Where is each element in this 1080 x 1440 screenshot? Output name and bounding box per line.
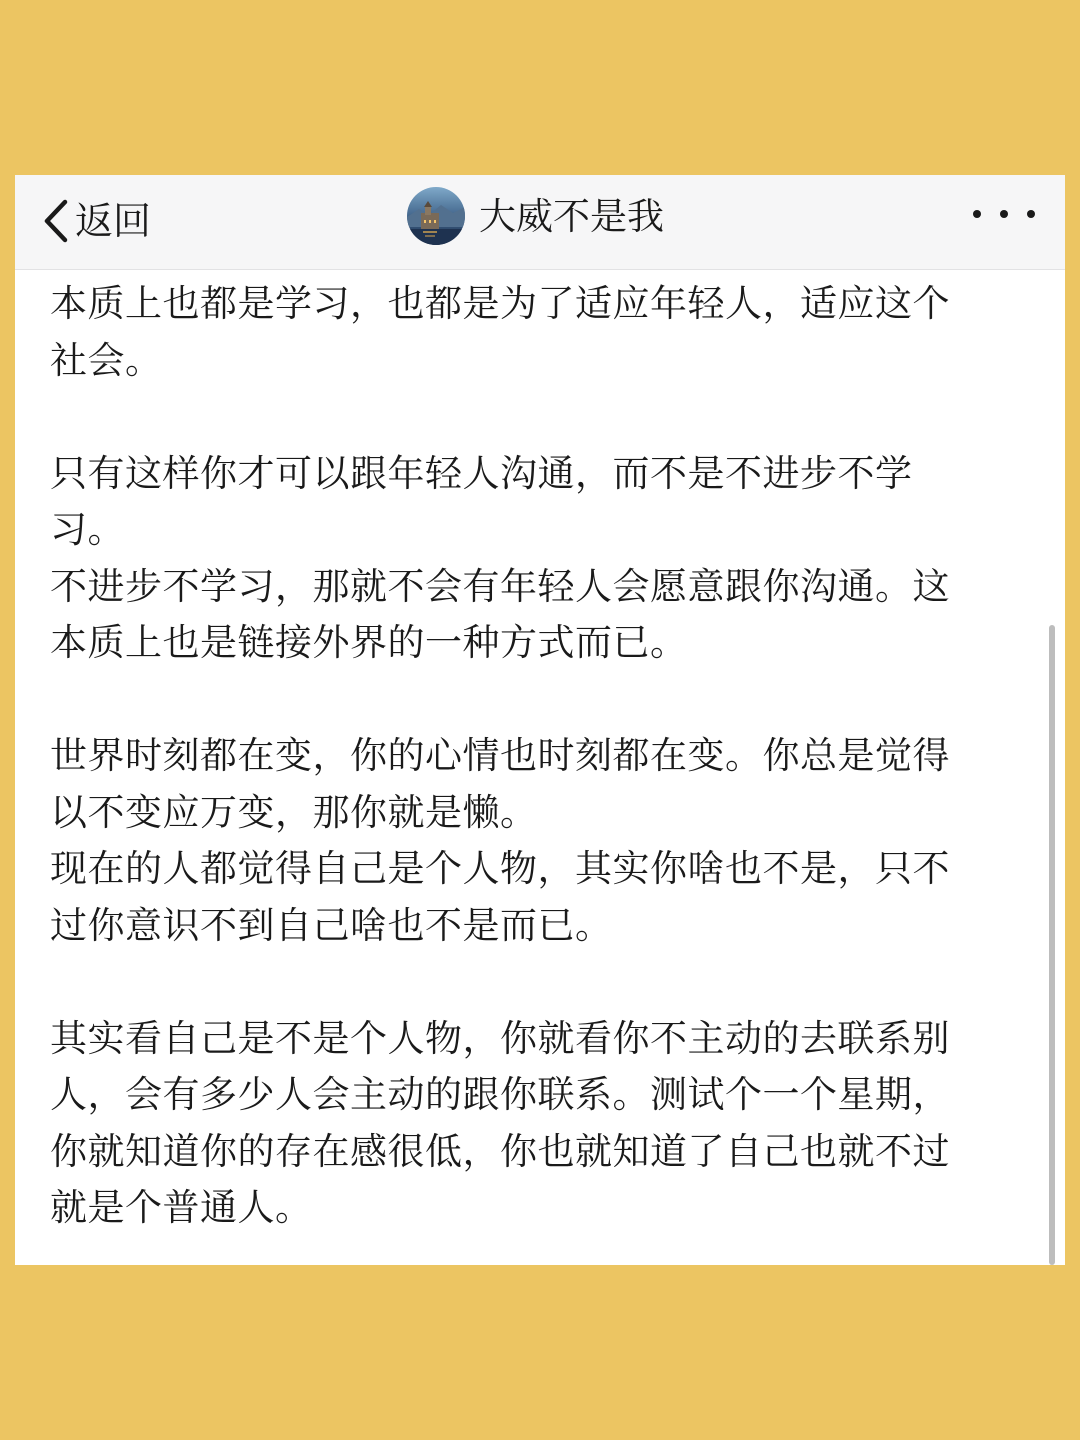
body-line: 习。 — [50, 508, 125, 551]
paragraph-break — [50, 672, 1020, 729]
post-body — [50, 276, 1020, 1237]
body-line: 本质上也都是学习，也都是为了适应年轻人，适应这个 — [50, 282, 950, 325]
body-line: 你就知道你的存在感很低，你也就知道了自己也就不过 — [50, 1129, 950, 1173]
body-line: 不进步不学习，那就不会有年轻人会愿意跟你沟通。这 — [50, 564, 950, 608]
more-horizontal-icon-dot — [1000, 210, 1008, 218]
more-horizontal-icon-dot — [1027, 210, 1035, 218]
body-line: 只有这样你才可以跟年轻人沟通，而不是不进步不学 — [50, 451, 913, 495]
back-label: 返回 — [75, 199, 152, 243]
more-button[interactable] — [973, 201, 1035, 227]
page-title: 大威不是我 — [479, 194, 664, 238]
chevron-left-icon — [41, 198, 71, 244]
paragraph-break — [50, 389, 1020, 446]
note-card — [15, 175, 1065, 1265]
body-line: 世界时刻都在变，你的心情也时刻都在变。你总是觉得 — [50, 734, 950, 777]
body-line: 本质上也是链接外界的一种方式而已。 — [50, 621, 688, 664]
more-horizontal-icon-dot — [973, 210, 981, 218]
body-line: 过你意识不到自己啥也不是而已。 — [50, 903, 613, 947]
body-line: 人，会有多少人会主动的跟你联系。测试个一个星期， — [50, 1073, 950, 1116]
body-line: 其实看自己是不是个人物，你就看你不主动的去联系别 — [50, 1016, 950, 1060]
back-button[interactable] — [41, 191, 151, 251]
profile-header[interactable] — [407, 185, 664, 247]
navigation-bar — [15, 175, 1065, 270]
body-line: 现在的人都觉得自己是个人物，其实你啥也不是，只不 — [50, 847, 950, 890]
body-line: 以不变应万变，那你就是懒。 — [50, 790, 538, 834]
paragraph-break — [50, 954, 1020, 1011]
body-line: 社会。 — [50, 338, 163, 382]
body-line: 就是个普通人。 — [50, 1186, 313, 1229]
vertical-scrollbar[interactable] — [1049, 625, 1055, 1265]
avatar[interactable] — [407, 187, 465, 245]
